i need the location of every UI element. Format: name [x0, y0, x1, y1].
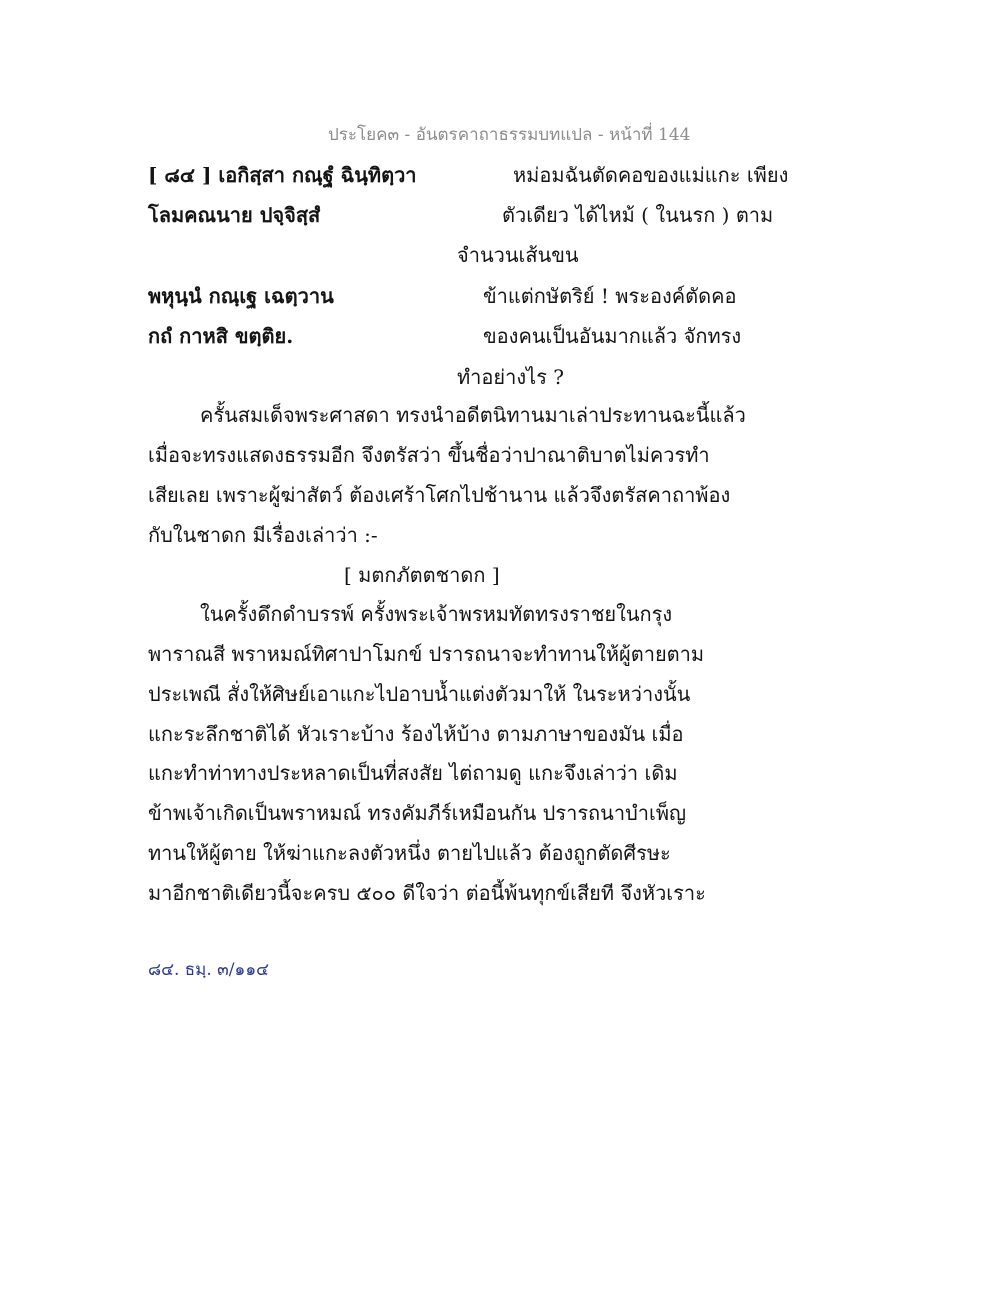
body-line: ในครั้งดึกดำบรรพ์ ครั้งพระเจ้าพรหมทัตทรงราชยในกรุง [200, 602, 673, 626]
verse-translation-line: ตัวเดียว ได้ไหม้ ( ในนรก ) ตาม [502, 203, 774, 227]
body-line: กับในชาดก มีเรื่องเล่าว่า :- [148, 523, 378, 547]
body-line: ครั้นสมเด็จพระศาสดา ทรงนำอดีตนิทานมาเล่าประทานฉะนี้แล้ว [200, 403, 746, 427]
verse-translation-line: หม่อมฉันตัดคอของแม่แกะ เพียง [513, 163, 789, 187]
body-line: ข้าพเจ้าเกิดเป็นพราหมณ์ ทรงคัมภีร์เหมือนกัน ปรารถนาบำเพ็ญ [148, 801, 687, 825]
verse-pali-line: กถํ กาหสิ ขตฺติย. [148, 324, 294, 348]
body-line: เสียเลย เพราะผู้ฆ่าสัตว์ ต้องเศร้าโศกไปช้านาน แล้วจึงตรัสคาถาพ้อง [148, 483, 731, 507]
verse-translation-line: ทำอย่างไร ? [457, 365, 565, 389]
verse-translation-line: ของคนเป็นอันมากแล้ว จักทรง [483, 324, 742, 348]
verse-translation-line: จำนวนเส้นขน [457, 243, 579, 267]
verse-pali-line: พหุนฺนํ กณฺเฐ เฉตฺวาน [148, 284, 334, 308]
footnote: ๘๔. ธมฺ. ๓/๑๑๔ [148, 960, 269, 980]
verse-translation-line: ข้าแต่กษัตริย์ ! พระองค์ตัดคอ [483, 284, 737, 308]
body-line: ทานให้ผู้ตาย ให้ฆ่าแกะลงตัวหนึ่ง ตายไปแล้ว ต้องถูกตัดศีรษะ [148, 841, 671, 865]
running-head: ประโยค๓ - อันตรคาถาธรรมบทแปล - หน้าที่ 144 [328, 125, 691, 145]
body-line: เมื่อจะทรงแสดงธรรมอีก จึงตรัสว่า ขึ้นชื่อว่าปาณาติบาตไม่ควรทำ [148, 443, 710, 467]
body-line: แกะทำท่าทางประหลาดเป็นที่สงสัย ไต่ถามดู แกะจึงเล่าว่า เดิม [148, 761, 678, 785]
body-line: แกะระลึกชาติได้ หัวเราะบ้าง ร้องไห้บ้าง ตามภาษาของมัน เมื่อ [148, 722, 684, 746]
jataka-title: [ มตกภัตตชาดก ] [344, 563, 500, 587]
body-line: มาอีกชาติเดียวนี้จะครบ ๕๐๐ ดีใจว่า ต่อนี้พ้นทุกข์เสียที จึงหัวเราะ [148, 881, 706, 905]
body-line: ประเพณี สั่งให้ศิษย์เอาแกะไปอาบน้ำแต่งตัวมาให้ ในระหว่างนั้น [148, 682, 691, 706]
verse-pali-line: [ ๘๔ ] เอกิสฺสา กณฺฐํ ฉินฺทิตฺวา [148, 163, 417, 187]
verse-pali-line: โลมคณนาย ปจฺจิสฺสํ [148, 203, 321, 227]
body-line: พาราณสี พราหมณ์ทิศาปาโมกข์ ปรารถนาจะทำทานให้ผู้ตายตาม [148, 642, 705, 666]
